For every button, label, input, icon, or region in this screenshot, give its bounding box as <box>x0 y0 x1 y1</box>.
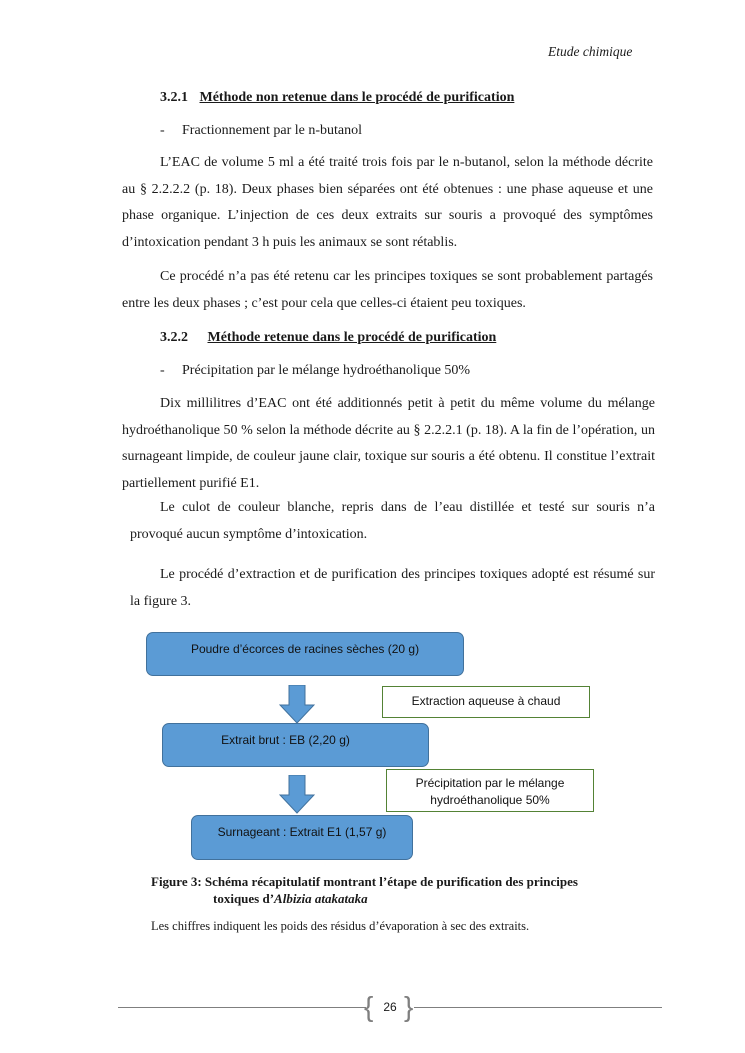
figure-caption <box>151 873 621 907</box>
paragraph-text: Le procédé d’extraction et de purification des principes toxiques adopté est résumé sur la figure 3. <box>130 567 655 609</box>
bullet-text: Précipitation par le mélange hydroéthanolique 50% <box>182 363 471 378</box>
paragraph <box>122 391 655 497</box>
paragraph <box>122 264 653 317</box>
caption-text: toxiques d’ <box>213 891 275 906</box>
paragraph-text: L’EAC de volume 5 ml a été traité trois fois par le n-butanol, selon la méthode décrite au § 2.2.2.2 (p. 18). Deux phases bien séparées ont été obtenues : une phase aqueuse et une phase organique. L’injection de ces deux extraits sur souris a provoqué des symptômes d’intoxication pendant 3 h puis les animaux se sont rétablis. <box>122 155 653 250</box>
bullet-text: Fractionnement par le n-butanol <box>182 123 362 138</box>
flow-step-crude-extract <box>162 723 429 767</box>
operation-line: hydroéthanolique 50% <box>430 793 550 807</box>
flow-step-supernatant: Surnageant : Extrait E1 (1,57 g) <box>191 815 413 860</box>
flow-step-powder: Poudre d’écorces de racines sèches (20 g) <box>146 632 464 676</box>
paragraph <box>130 495 655 548</box>
paragraph-text: Le culot de couleur blanche, repris dans de l’eau distillée et testé sur souris n’a provoqué aucun symptôme d’intoxication. <box>130 500 655 542</box>
section-heading-3-2-1 <box>160 90 514 106</box>
paragraph <box>122 150 653 256</box>
right-brace-icon: } <box>404 991 414 1022</box>
species-name: Albizia atakataka <box>274 891 368 906</box>
flow-operation-extraction: Extraction aqueuse à chaud <box>382 686 590 718</box>
section-title: Méthode non retenue dans le procédé de purification <box>199 90 515 105</box>
section-title: Méthode retenue dans le procédé de purification <box>207 330 497 345</box>
left-brace-icon: { <box>364 991 374 1022</box>
paragraph-text: Dix millilitres d’EAC ont été additionnés petit à petit du même volume du mélange hydroéthanolique 50 % selon la méthode décrite au § 2.2.2.1 (p. 18). A la fin de l’opération, un surnageant limpide, de couleur jaune clair, toxique sur souris a été obtenu. Il constitue l’extrait partiellement purifié E1. <box>122 396 655 491</box>
running-header: Etude chimique <box>548 44 633 59</box>
down-arrow-icon <box>279 775 315 815</box>
bullet-item: - Précipitation par le mélange hydroéthanolique 50% <box>160 363 471 378</box>
flow-step-label: Extrait brut : EB (2,20 g) <box>221 733 350 747</box>
flow-operation-precipitation <box>386 769 594 812</box>
paragraph <box>130 562 655 615</box>
paragraph-text: Ce procédé n’a pas été retenu car les principes toxiques se sont probablement partagés entre les deux phases ; c’est pour cela que celles-ci étaient peu toxiques. <box>122 269 653 311</box>
section-number: 3.2.2 <box>160 330 188 345</box>
section-heading-3-2-2 <box>160 330 496 346</box>
footer-rule-left <box>118 1007 366 1008</box>
down-arrow-icon <box>279 685 315 725</box>
footer-rule-right <box>414 1007 662 1008</box>
bullet-item: - Fractionnement par le n-butanol <box>160 123 362 138</box>
figure-note: Les chiffres indiquent les poids des résidus d’évaporation à sec des extraits. <box>151 919 530 933</box>
section-number: 3.2.1 <box>160 90 188 105</box>
page-number: 26 <box>383 1000 397 1014</box>
caption-text: Schéma récapitulatif montrant l’étape de purification des principes <box>204 874 578 889</box>
operation-line: Précipitation par le mélange <box>415 776 565 790</box>
caption-label: Figure 3: <box>151 874 205 889</box>
